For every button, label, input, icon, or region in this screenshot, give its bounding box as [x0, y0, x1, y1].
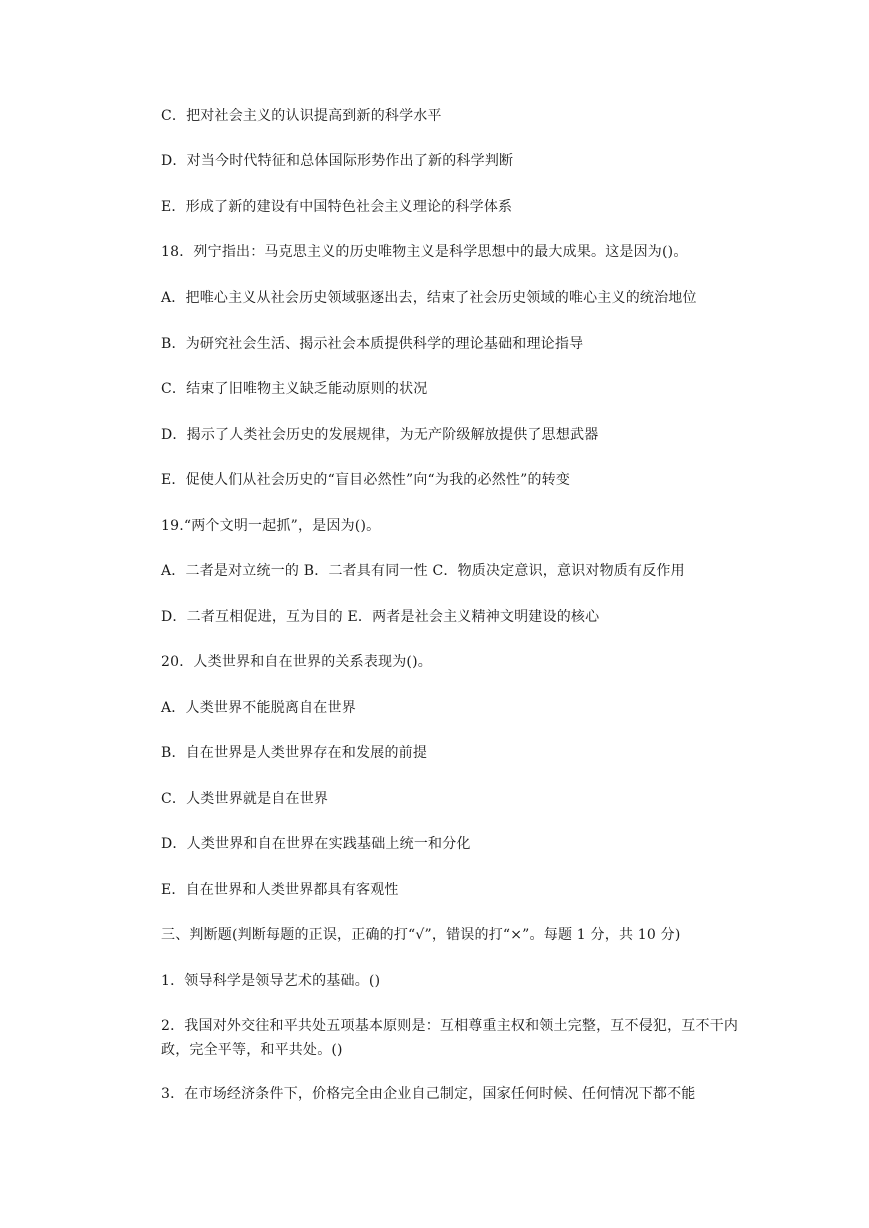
options-19abc: A．二者是对立统一的 B．二者具有同一性 C．物质决定意识，意识对物质有反作用	[161, 563, 685, 579]
option-18b: B．为研究社会生活、揭示社会本质提供科学的理论基础和理论指导	[161, 336, 584, 352]
option-20d: D．人类世界和自在世界在实践基础上统一和分化	[161, 836, 471, 852]
section-3-heading: 三、判断题(判断每题的正误，正确的打“√”，错误的打“×”。每题 1 分，共 10 分)	[161, 927, 681, 943]
options-19de: D．二者互相促进，互为目的 E．两者是社会主义精神文明建设的核心	[161, 609, 600, 625]
option-20e: E．自在世界和人类世界都具有客观性	[161, 882, 399, 898]
option-18a: A．把唯心主义从社会历史领域驱逐出去，结束了社会历史领域的唯心主义的统治地位	[161, 290, 697, 306]
option-18c: C．结束了旧唯物主义缺乏能动原则的状况	[161, 381, 428, 397]
judgment-3: 3．在市场经济条件下，价格完全由企业自己制定，国家任何时候、任何情况下都不能	[161, 1086, 696, 1102]
option-20c: C．人类世界就是自在世界	[161, 791, 329, 807]
option-20b: B．自在世界是人类世界存在和发展的前提	[161, 745, 428, 761]
option-18e: E．促使人们从社会历史的“盲目必然性”向“为我的必然性”的转变	[161, 472, 571, 488]
option-20a: A．人类世界不能脱离自在世界	[161, 700, 356, 716]
question-19: 19.“两个文明一起抓”，是因为()。	[161, 518, 381, 534]
judgment-2: 2．我国对外交往和平共处五项基本原则是：互相尊重主权和领土完整，互不侵犯，互不干内政，完全平等，和平共处。()	[161, 1018, 739, 1058]
option-17c: C．把对社会主义的认识提高到新的科学水平	[161, 108, 442, 124]
question-20: 20．人类世界和自在世界的关系表现为()。	[161, 654, 432, 670]
judgment-1: 1．领导科学是领导艺术的基础。()	[161, 973, 381, 989]
option-18d: D．揭示了人类社会历史的发展规律，为无产阶级解放提供了思想武器	[161, 427, 599, 443]
question-18: 18．列宁指出：马克思主义的历史唯物主义是科学思想中的最大成果。这是因为()。	[161, 244, 688, 260]
option-17d: D．对当今时代特征和总体国际形势作出了新的科学判断	[161, 153, 514, 169]
option-17e: E．形成了新的建设有中国特色社会主义理论的科学体系	[161, 199, 513, 215]
